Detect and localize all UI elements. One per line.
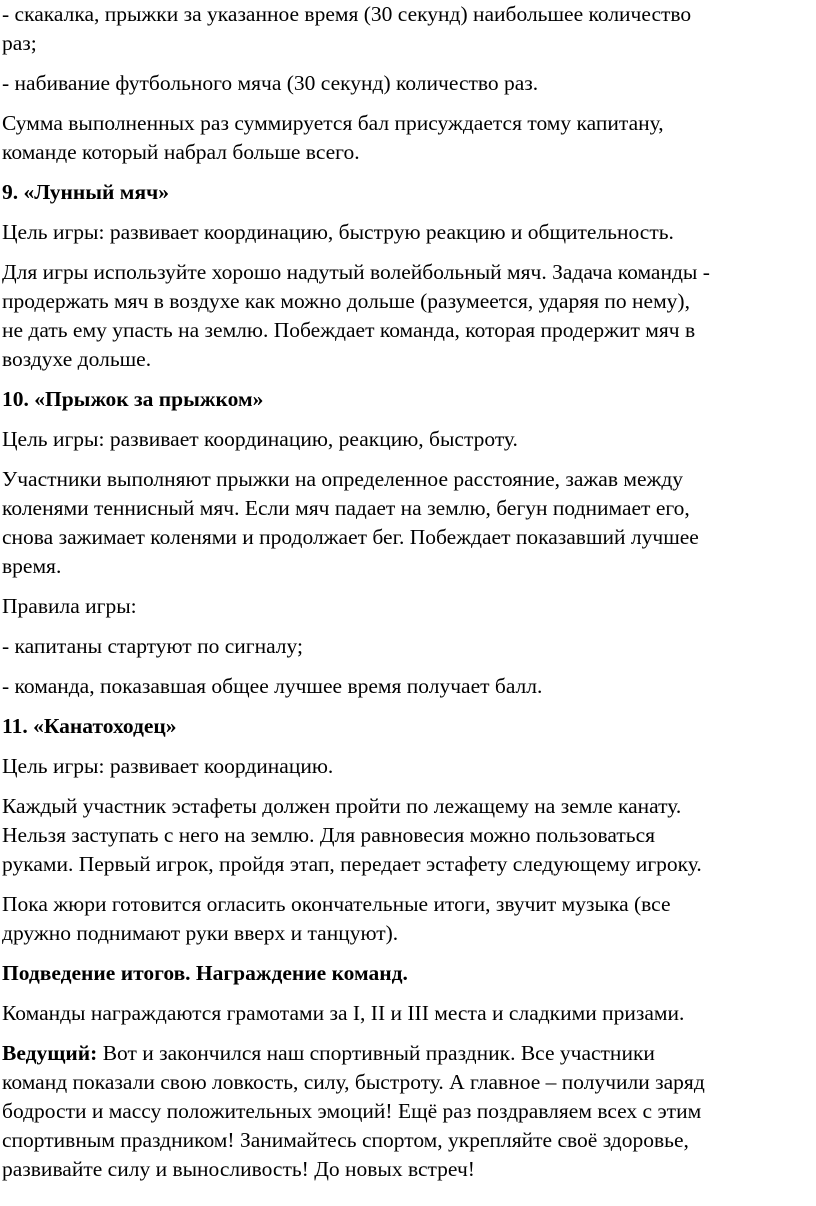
text-line: команде который набрал больше всего. bbox=[2, 140, 360, 164]
heading-text: 11. «Канатоходец» bbox=[2, 714, 177, 738]
text-line: - скакалка, прыжки за указанное время (30 секунд) наибольшее количество bbox=[2, 2, 692, 26]
text-line: Команды награждаются грамотами за I, II и III места и сладкими призами. bbox=[2, 1001, 685, 1025]
paragraph-jury-music bbox=[2, 890, 816, 948]
heading-text: 9. «Лунный мяч» bbox=[2, 180, 169, 204]
text-line: развивайте силу и выносливость! До новых встреч! bbox=[2, 1157, 475, 1181]
host-label: Ведущий: bbox=[2, 1041, 98, 1065]
paragraph-jump-rope bbox=[2, 0, 816, 58]
text-line: руками. Первый игрок, пройдя этап, передает эстафету следующему игроку. bbox=[2, 852, 702, 876]
text-line: - капитаны стартуют по сигналу; bbox=[2, 634, 303, 658]
paragraph-tightrope-goal bbox=[2, 752, 816, 781]
text-line: Цель игры: развивает координацию. bbox=[2, 754, 334, 778]
heading-text: Подведение итогов. Награждение команд. bbox=[2, 961, 408, 985]
paragraph-rule-captains bbox=[2, 632, 816, 661]
text-line: - команда, показавшая общее лучшее время получает балл. bbox=[2, 674, 543, 698]
paragraph-awards bbox=[2, 999, 816, 1028]
paragraph-jump-description bbox=[2, 465, 816, 581]
paragraph-tightrope-description bbox=[2, 792, 816, 879]
text-line: дружно поднимают руки вверх и танцуют). bbox=[2, 921, 399, 945]
heading-summary-awards bbox=[2, 959, 816, 988]
text-line: Сумма выполненных раз суммируется бал присуждается тому капитану, bbox=[2, 111, 664, 135]
host-speech-start: Вот и закончился наш спортивный праздник. Все участники bbox=[97, 1041, 655, 1065]
heading-text: 10. «Прыжок за прыжком» bbox=[2, 387, 264, 411]
text-line bbox=[2, 1039, 816, 1068]
text-line: раз; bbox=[2, 31, 37, 55]
paragraph-rule-team bbox=[2, 672, 816, 701]
text-line: - набивание футбольного мяча (30 секунд) количество раз. bbox=[2, 71, 539, 95]
paragraph-host-closing bbox=[2, 1039, 816, 1184]
paragraph-sum bbox=[2, 109, 816, 167]
text-line: Участники выполняют прыжки на определенное расстояние, зажав между bbox=[2, 467, 684, 491]
text-line: коленями теннисный мяч. Если мяч падает на землю, бегун поднимает его, bbox=[2, 496, 690, 520]
heading-tightrope-walker bbox=[2, 712, 816, 741]
paragraph-moon-rules bbox=[2, 258, 816, 374]
text-line: бодрости и массу положительных эмоций! Ещё раз поздравляем всех с этим bbox=[2, 1099, 702, 1123]
text-line: Цель игры: развивает координацию, реакцию, быстроту. bbox=[2, 427, 518, 451]
heading-jump-after-jump bbox=[2, 385, 816, 414]
paragraph-football bbox=[2, 69, 816, 98]
text-line: снова зажимает коленями и продолжает бег. Побеждает показавший лучшее bbox=[2, 525, 699, 549]
paragraph-moon-goal bbox=[2, 218, 816, 247]
text-line: Правила игры: bbox=[2, 594, 137, 618]
text-line: Каждый участник эстафеты должен пройти по лежащему на земле канату. bbox=[2, 794, 682, 818]
heading-moon-ball bbox=[2, 178, 816, 207]
text-line: время. bbox=[2, 554, 62, 578]
text-line: не дать ему упасть на землю. Побеждает команда, которая продержит мяч в bbox=[2, 318, 696, 342]
text-line: Нельзя заступать с него на землю. Для равновесия можно пользоваться bbox=[2, 823, 656, 847]
text-line: Пока жюри готовится огласить окончательные итоги, звучит музыка (все bbox=[2, 892, 671, 916]
text-line: продержать мяч в воздухе как можно дольше (разумеется, ударяя по нему), bbox=[2, 289, 690, 313]
paragraph-rules-title bbox=[2, 592, 816, 621]
text-line: Для игры используйте хорошо надутый волейбольный мяч. Задача команды - bbox=[2, 260, 710, 284]
text-line: Цель игры: развивает координацию, быструю реакцию и общительность. bbox=[2, 220, 674, 244]
paragraph-jump-goal bbox=[2, 425, 816, 454]
text-line: спортивным праздником! Занимайтесь спортом, укрепляйте своё здоровье, bbox=[2, 1128, 689, 1152]
text-line: команд показали свою ловкость, силу, быстроту. А главное – получили заряд bbox=[2, 1070, 705, 1094]
text-line: воздухе дольше. bbox=[2, 347, 152, 371]
